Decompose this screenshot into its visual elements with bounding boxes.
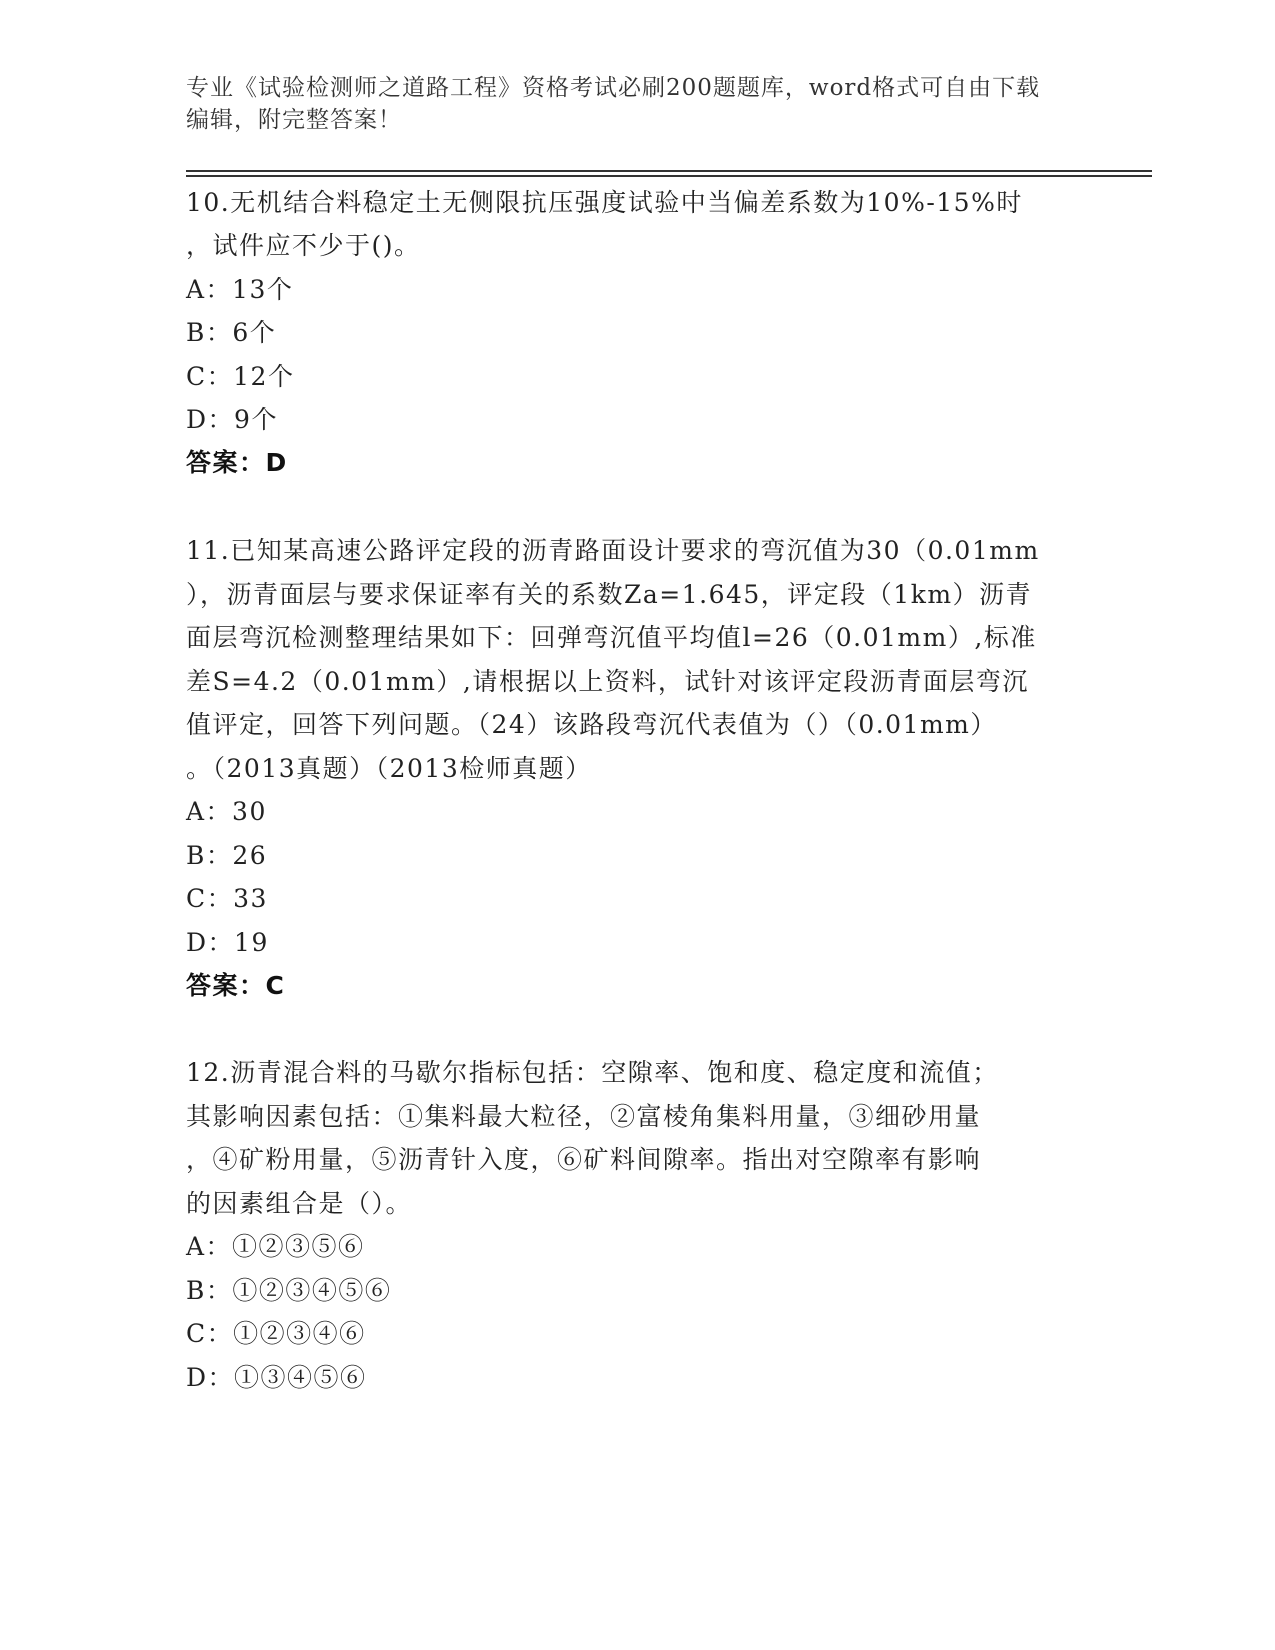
question-11-line-4: 差S=4.2（0.01mm）,请根据以上资料，试针对该评定段沥青面层弯沉	[186, 667, 1029, 696]
header-divider-bottom	[186, 175, 1152, 177]
question-11-option-a: A：30	[186, 797, 267, 826]
question-10-line-2: ，试件应不少于()。	[186, 231, 421, 260]
question-11-line-6: 。（2013真题）（2013检师真题）	[186, 754, 592, 783]
question-11-option-c: C：33	[186, 884, 268, 913]
question-12-option-a: A：①②③⑤⑥	[186, 1232, 365, 1261]
header-line-2: 编辑，附完整答案！	[186, 107, 402, 133]
question-11-line-2: ），沥青面层与要求保证率有关的系数Za=1.645，评定段（1km）沥青	[186, 580, 1033, 609]
question-10-option-c: C：12个	[186, 362, 295, 391]
question-11-option-b: B：26	[186, 841, 268, 870]
question-12-line-4: 的因素组合是（）。	[186, 1189, 413, 1218]
header-line-1: 专业《试验检测师之道路工程》资格考试必刷200题题库，word格式可自由下载	[186, 75, 1041, 101]
question-11-line-1: 11.已知某高速公路评定段的沥青路面设计要求的弯沉值为30（0.01mm	[186, 536, 1040, 565]
question-12-line-1: 12.沥青混合料的马歇尔指标包括：空隙率、饱和度、稳定度和流值；	[186, 1058, 999, 1087]
question-12-option-d: D：①③④⑤⑥	[186, 1363, 367, 1392]
question-11-line-5: 值评定，回答下列问题。（24）该路段弯沉代表值为（）（0.01mm）	[186, 710, 997, 739]
question-11-answer: 答案：C	[186, 971, 286, 1000]
question-12-line-3: ，④矿粉用量，⑤沥青针入度，⑥矿料间隙率。指出对空隙率有影响	[186, 1145, 982, 1174]
question-10-option-b: B：6个	[186, 318, 277, 347]
question-10-answer: 答案：D	[186, 448, 288, 477]
question-10-option-d: D：9个	[186, 405, 278, 434]
question-12-option-c: C：①②③④⑥	[186, 1319, 366, 1348]
question-12-line-2: 其影响因素包括：①集料最大粒径，②富棱角集料用量，③细砂用量	[186, 1102, 982, 1131]
question-11-option-d: D：19	[186, 928, 269, 957]
question-12-option-b: B：①②③④⑤⑥	[186, 1276, 392, 1305]
question-11-line-3: 面层弯沉检测整理结果如下：回弹弯沉值平均值l=26（0.01mm）,标准	[186, 623, 1037, 652]
question-10-option-a: A：13个	[186, 275, 294, 304]
header-divider-top	[186, 170, 1152, 172]
question-10-line-1: 10.无机结合料稳定土无侧限抗压强度试验中当偏差系数为10%-15%时	[186, 188, 1023, 217]
